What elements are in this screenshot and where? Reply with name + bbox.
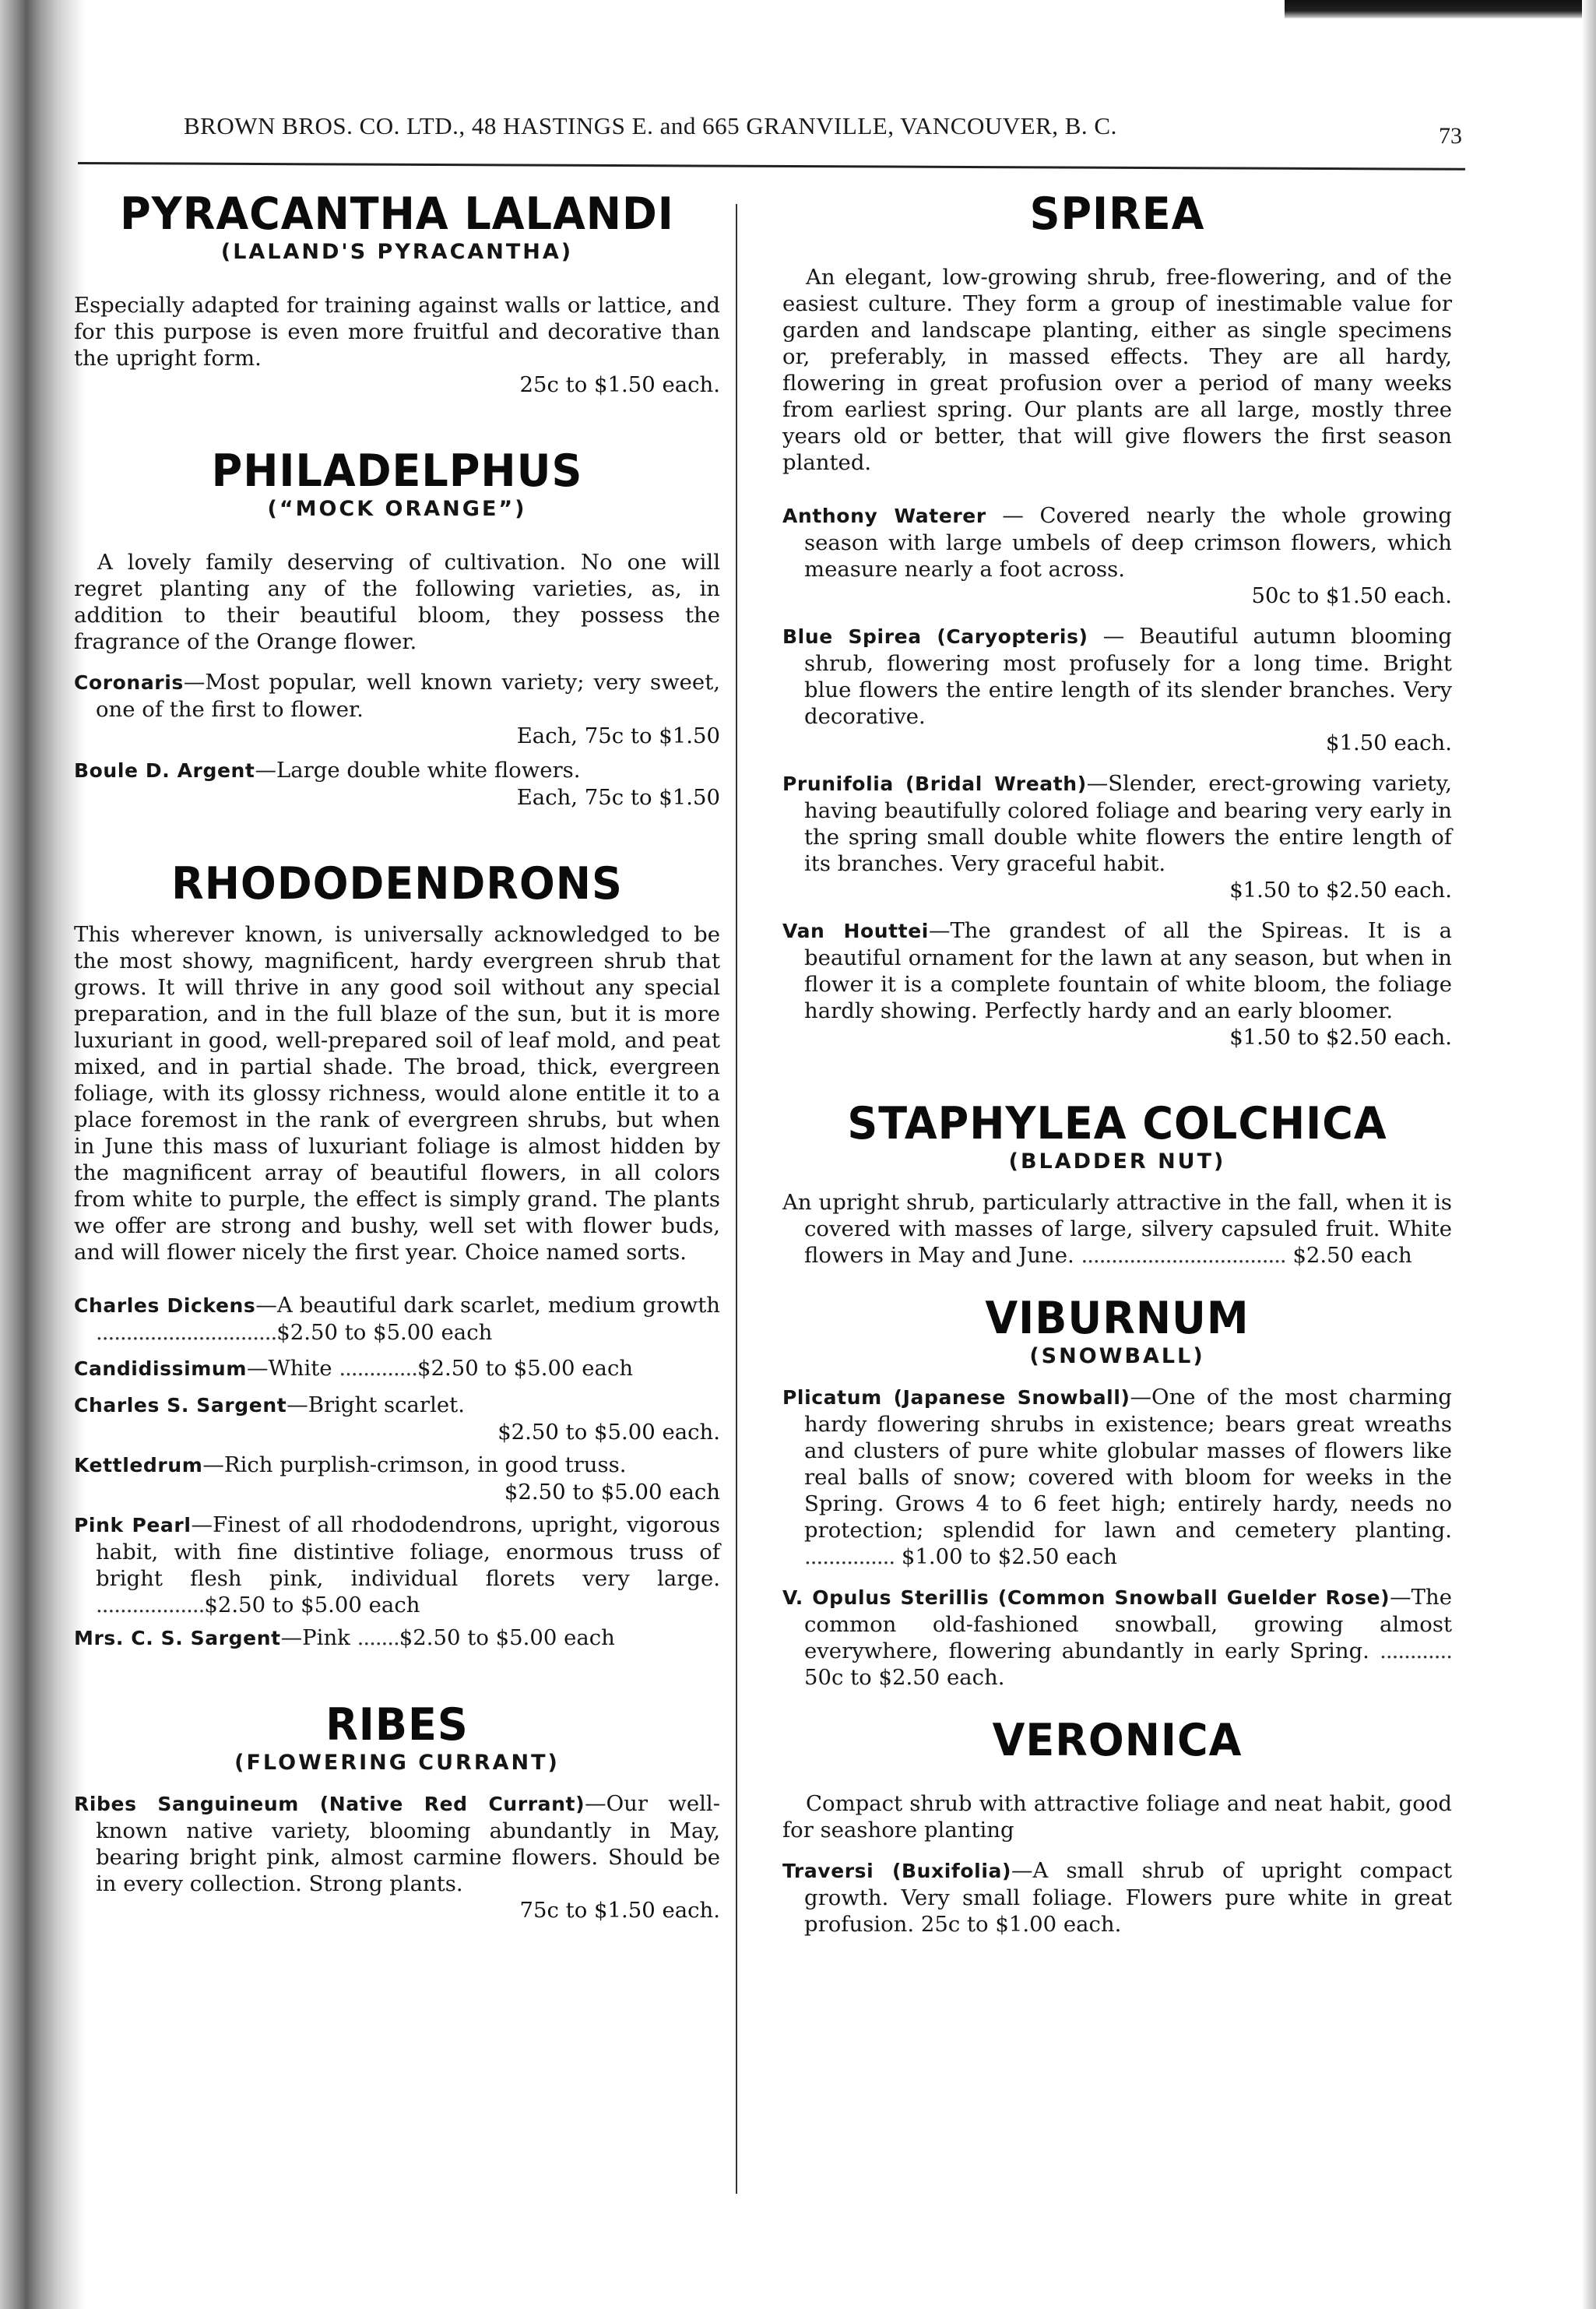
variety-entry [74,1392,720,1445]
price: 25c to $1.50 each. [519,372,720,397]
variety-text: —A beautiful dark scarlet, medium growth [255,1293,721,1318]
scan-top-shadow [1285,0,1596,19]
price: Each, 75c to $1.50 [516,785,720,810]
variety-entry [74,1355,720,1382]
dot-leader: ............... [804,1544,895,1569]
running-head: BROWN BROS. CO. LTD., 48 HASTINGS E. and 665 GRANVILLE, VANCOUVER, B. C. [184,112,1117,139]
section-subtitle: (SNOWBALL) [1029,1344,1205,1368]
variety-text: —Large double white flowers. [255,758,581,783]
dot-leader: .............................. [96,1320,277,1345]
variety-entry [74,1624,720,1652]
variety-entry [782,623,1452,756]
section-rhododendrons [74,857,721,1652]
section-subtitle: (“MOCK ORANGE”) [267,497,527,521]
variety-entry [782,1857,1452,1938]
variety-name: Mrs. C. S. Sargent [74,1627,281,1649]
section-title: PHILADELPHUS [211,445,583,497]
variety-text: —Bright scarlet. [287,1392,465,1417]
price: 25c to $1.00 each. [920,1912,1122,1937]
section-title: RIBES [325,1698,469,1751]
price: $2.50 to $5.00 each [417,1356,634,1381]
variety-text: —White [246,1356,332,1381]
variety-text: —Our well-known native variety, blooming abundantly in May, bearing bright pink, almost carmine flowers. Should be in every collection. Strong plants. [96,1791,721,1896]
price: $2.50 to $5.00 each [504,1480,720,1505]
dot-leader: ............ [1380,1638,1453,1663]
section-ribes [74,1698,721,1924]
variety-text: — Beautiful autumn blooming shrub, flowering most profusely for a long time. Bright blue flowers the entire length of its slender branches. Very decorative. [804,624,1452,729]
price: 50c to $1.50 each. [1251,583,1452,608]
variety-name: Pink Pearl [74,1514,192,1536]
section-description: This wherever known, is universally acknowledged to be the most showy, magnificent, hardy evergreen shrub that grows. It will thrive in any good soil without any special preparation, and in the full blaze of the sun, but it is more luxuriant in good, well-prepared soil of leaf mold, and peat mixed, and in partial shade. The broad, thick, evergreen foliage, with its glossy richness, would alone entitle it to a place foremost in the rank of evergreen shrubs, but when in June this mass of luxuriant foliage is almost hidden by the magnificent array of beautiful flowers, in all colors from white to purple, the effect is simply grand. The plants we offer are strong and bushy, well set with flower buds, and will flower nicely the first year. Choice named sorts. [74,922,720,1265]
price: Each, 75c to $1.50 [516,723,720,748]
variety-entry [74,1512,720,1618]
dot-leader: ............. [339,1356,417,1381]
section-pyracantha [74,188,720,398]
variety-name: Kettledrum [74,1454,203,1477]
section-description: A lovely family deserving of cultivation. No one will regret planting any of the following varieties, as, in addition to their beautiful bloom, they possess the fragrance of the Orange flower. [74,550,720,654]
variety-entry [74,669,720,749]
section-subtitle: (FLOWERING CURRANT) [234,1751,560,1775]
column-divider [736,204,737,2194]
section-title: VERONICA [992,1714,1243,1766]
variety-entry [74,757,720,811]
price: $2.50 to $5.00 each [399,1625,615,1650]
variety-text: —Finest of all rhododendrons, upright, vigorous habit, with fine distintive foliage, enormous truss of bright flesh pink, individual florets very large. [96,1512,720,1591]
price: 50c to $2.50 each. [804,1665,1005,1690]
variety-name: Plicatum (Japanese Snowball) [782,1386,1130,1409]
variety-entry [74,1790,720,1924]
variety-text: —One of the most charming hardy flowering shrubs in existence; bears great wreaths and clusters of pure white globular masses of flowers like real balls of snow; covered with bloom for weeks in the Spring. Grows 4 to 6 feet high; entirely hardy, needs no protection; splendid for lawn and cemetery planting. [804,1385,1453,1543]
header-rule [78,162,1465,171]
variety-name: Anthony Waterer [782,505,986,527]
page-number: 73 [1439,123,1462,149]
section-viburnum [782,1292,1453,1691]
dot-leader: ....... [357,1625,399,1650]
variety-entry [782,1384,1452,1570]
variety-name: Traversi (Buxifolia) [782,1860,1012,1882]
scan-binding-shadow [0,0,86,2309]
right-column [782,188,1453,1938]
variety-name: Boule D. Argent [74,759,255,782]
variety-text: —Slender, erect-growing variety, having beautifully colored foliage and bearing very early in the spring small double white flowers the entire length of its branches. Very graceful habit. [804,771,1452,876]
section-veronica [782,1714,1453,1938]
scan-right-edge [1582,0,1596,2309]
price: $2.50 to $5.00 each [276,1320,493,1345]
price: 75c to $1.50 each. [519,1898,720,1923]
section-spirea [782,188,1452,1051]
variety-text: —The grandest of all the Spireas. It is a beautiful ornament for the lawn at any season, but when in flower it is a complete fountain of white bloom, the foliage hardly showing. Perfectly hardy and an early bloomer. [804,918,1452,1023]
variety-name: Van Houttei [782,920,929,942]
variety-text: —Rich purplish-crimson, in good truss. [202,1452,627,1477]
variety-name: V. Opulus Sterillis (Common Snowball Guelder Rose) [782,1586,1390,1609]
variety-text: — Covered nearly the whole growing season with large umbels of deep crimson flowers, which measure nearly a foot across. [804,503,1452,582]
price: $1.00 to $2.50 each [901,1544,1117,1569]
section-description [782,1189,1452,1269]
variety-entry [74,1292,720,1346]
section-title: STAPHYLEA COLCHICA [847,1097,1387,1149]
section-title: VIBURNUM [985,1292,1250,1344]
section-subtitle: (LALAND'S PYRACANTHA) [220,240,574,264]
variety-name: Ribes Sanguineum (Native Red Currant) [74,1793,585,1815]
variety-text: —The common old-fashioned snowball, growing almost everywhere, flowering abundantly in early Spring. [804,1585,1452,1663]
section-subtitle: (BLADDER NUT) [1008,1149,1226,1174]
variety-text: —A small shrub of upright compact growth. Very small foliage. Flowers pure white in great profusion. [804,1858,1453,1937]
variety-name: Coronaris [74,671,184,694]
variety-text: —Most popular, well known variety; very sweet, one of the first to flower. [96,670,720,722]
price: $2.50 to $5.00 each. [497,1420,720,1445]
variety-name: Candidissimum [74,1357,247,1380]
price: $1.50 to $2.50 each. [1229,1025,1452,1050]
section-staphylea [782,1097,1452,1269]
variety-entry [782,1584,1452,1691]
left-column [74,188,721,1924]
variety-entry [782,917,1452,1051]
section-title: PYRACANTHA LALANDI [120,188,674,240]
description-text: An upright shrub, particularly attractive in the fall, when it is covered with masses of large, silvery capsuled fruit. White flowers in May and June. [782,1190,1452,1268]
price: $2.50 each [1292,1243,1412,1268]
price: $1.50 to $2.50 each. [1229,878,1452,903]
variety-entry [74,1452,720,1505]
section-description: Compact shrub with attractive foliage and neat habit, good for seashore planting [782,1791,1452,1843]
variety-entry [782,502,1452,609]
variety-entry [782,770,1452,903]
dot-leader: .................. [96,1593,205,1617]
price: $2.50 to $5.00 each [204,1593,420,1617]
variety-name: Prunifolia (Bridal Wreath) [782,773,1087,795]
section-title: SPIREA [1029,188,1205,240]
section-philadelphus [74,445,720,811]
section-title: RHODODENDRONS [171,857,623,910]
variety-name: Blue Spirea (Caryopteris) [782,625,1088,648]
dot-leader: .................................. [1081,1243,1286,1268]
section-description: An elegant, low-growing shrub, free-flowering, and of the easiest culture. They form a group of inestimable value for garden and landscape planting, either as single specimens or, preferably, in massed effects. They are all hardy, flowering in great profusion over a period of many weeks from earliest spring. Our plants are all large, mostly three years old or better, that will give flowers the first season planted. [782,265,1452,475]
variety-text: —Pink [280,1625,350,1650]
price: $1.50 each. [1326,730,1452,755]
variety-name: Charles Dickens [74,1294,256,1317]
variety-name: Charles S. Sargent [74,1394,287,1417]
section-description: Especially adapted for training against walls or lattice, and for this purpose is even more fruitful and decorative than the upright form. [74,293,720,371]
